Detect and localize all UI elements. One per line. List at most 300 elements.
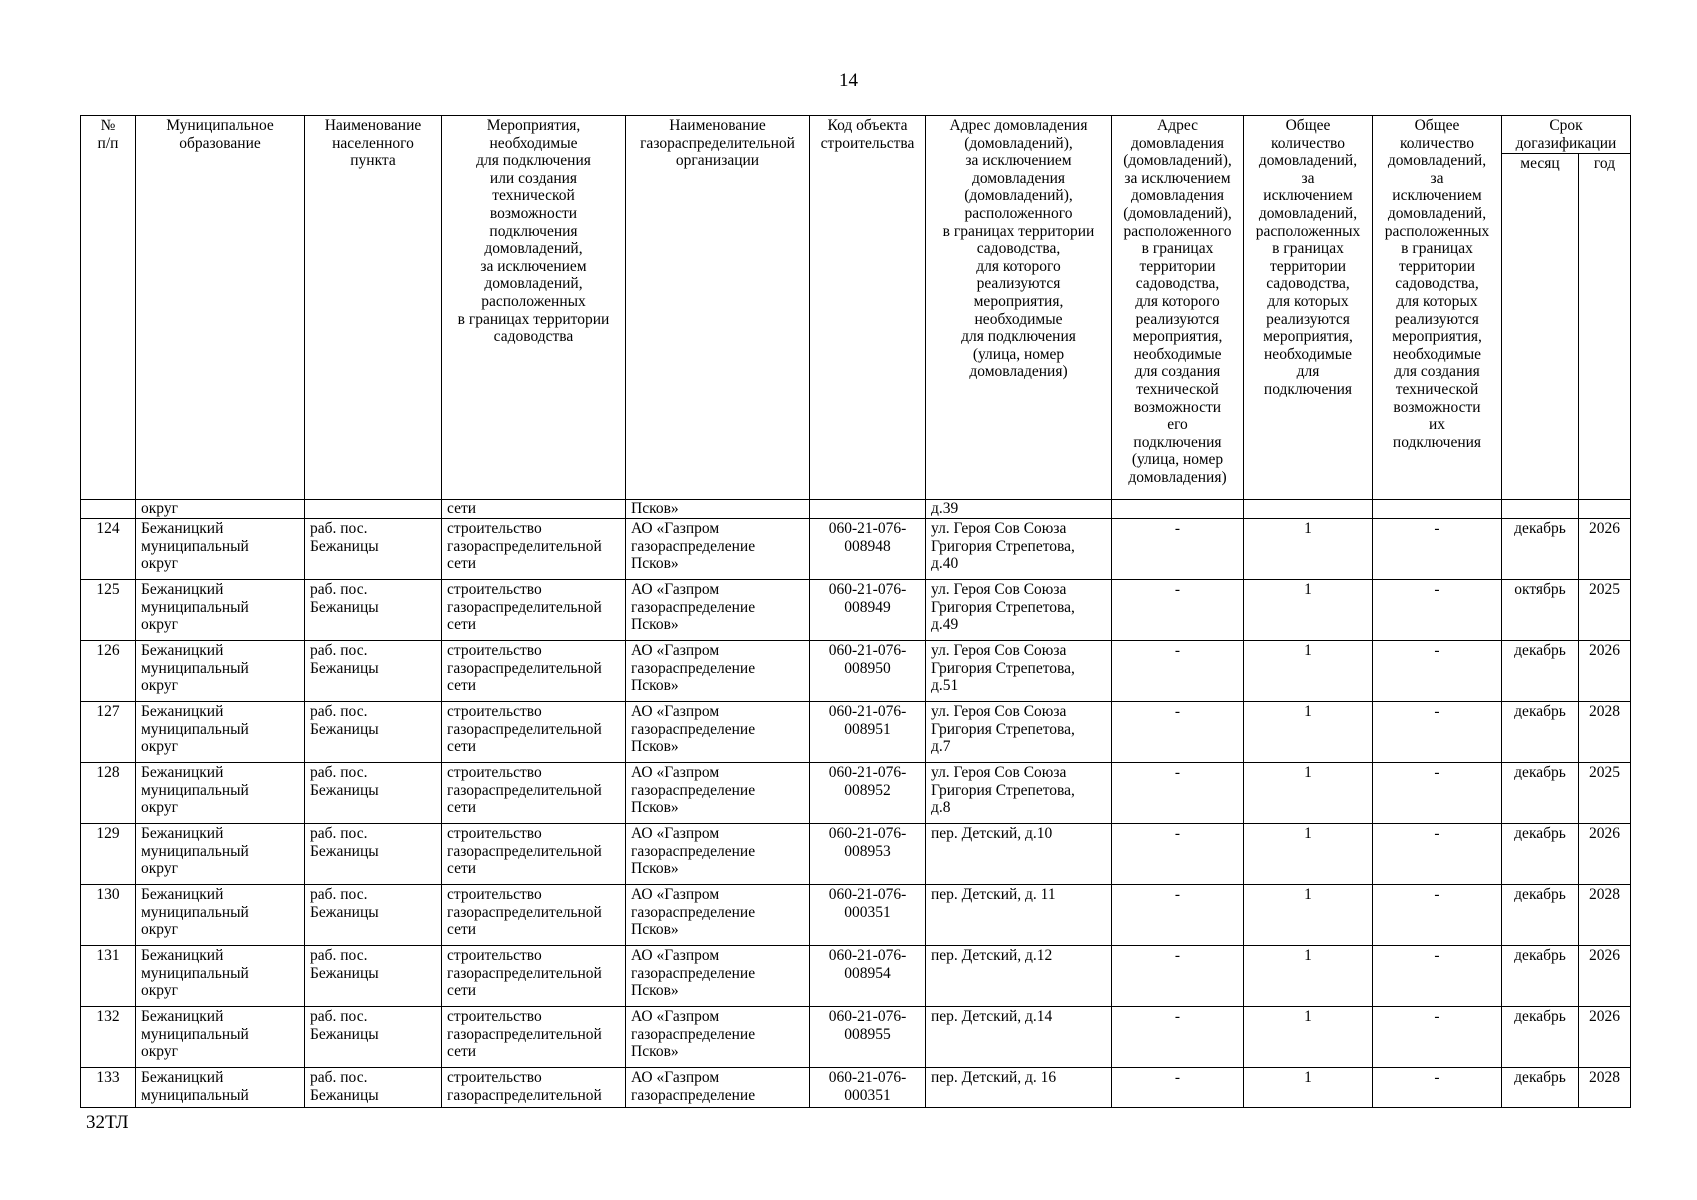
text-line: Бежаницы bbox=[310, 1025, 379, 1043]
header-object-code bbox=[810, 116, 926, 500]
row-object-code bbox=[810, 946, 926, 1007]
text-line: АО «Газпром bbox=[631, 886, 720, 903]
text-line: Бежаницы bbox=[310, 781, 379, 799]
row-total-connect: 1 bbox=[1244, 580, 1373, 641]
text-line: раб. пос. bbox=[310, 520, 368, 537]
text-line: Мероприятия, bbox=[486, 117, 581, 134]
gasification-table bbox=[80, 115, 1631, 1108]
text-line: Бежаницкий bbox=[141, 520, 224, 537]
text-line: Бежаницкий bbox=[141, 947, 224, 964]
text-line: газораспределительной bbox=[447, 1025, 602, 1043]
row-total-tech: - bbox=[1373, 580, 1502, 641]
text-line: пер. Детский, д. 11 bbox=[931, 886, 1056, 903]
text-line: расположенного bbox=[1123, 222, 1232, 240]
text-line: необходимые bbox=[1264, 345, 1352, 363]
row-year: 2026 bbox=[1579, 824, 1631, 885]
text-line: исключением bbox=[1392, 187, 1482, 205]
text-line: Псков» bbox=[631, 1043, 679, 1061]
cont-total-tech bbox=[1373, 500, 1502, 519]
text-line: садоводства bbox=[493, 328, 574, 346]
text-line: Псков» bbox=[631, 616, 679, 634]
text-line: за исключением bbox=[965, 152, 1072, 170]
text-line: АО «Газпром bbox=[631, 825, 720, 842]
text-line: 060-21-076- bbox=[828, 642, 907, 659]
row-municipality bbox=[136, 1068, 305, 1108]
row-address bbox=[926, 519, 1112, 580]
text-line: или создания bbox=[489, 169, 578, 187]
text-line: Псков» bbox=[631, 738, 679, 756]
text-line: раб. пос. bbox=[310, 825, 368, 842]
text-line: Адрес домовладения bbox=[949, 117, 1088, 134]
row-measures bbox=[442, 946, 626, 1007]
text-line: 008953 bbox=[844, 842, 891, 860]
row-gas-org bbox=[626, 946, 810, 1007]
text-line: муниципальный bbox=[141, 598, 249, 616]
text-line: реализуются bbox=[1395, 310, 1479, 328]
header-measures bbox=[442, 116, 626, 500]
cont-address-garden bbox=[1112, 500, 1244, 519]
text-line: газораспределение bbox=[631, 903, 756, 921]
text-line: газораспределительной bbox=[447, 537, 602, 555]
row-month: декабрь bbox=[1502, 824, 1579, 885]
header-year: год bbox=[1579, 154, 1631, 500]
text-line: газораспределительной bbox=[447, 720, 602, 738]
cont-address: д.39 bbox=[926, 500, 1112, 519]
text-line: газораспределительной bbox=[640, 134, 795, 152]
cont-measures: сети bbox=[442, 500, 626, 519]
table-row bbox=[81, 580, 1631, 641]
text-line: количество bbox=[1400, 134, 1474, 152]
row-measures bbox=[442, 702, 626, 763]
text-line: раб. пос. bbox=[310, 703, 368, 720]
text-line: организации bbox=[675, 152, 760, 170]
text-line: территории bbox=[1269, 257, 1347, 275]
text-line: АО «Газпром bbox=[631, 703, 720, 720]
text-line: Григория Стрепетова, bbox=[931, 659, 1075, 677]
text-line: строительство bbox=[447, 642, 542, 659]
text-line: Срок bbox=[1549, 117, 1583, 134]
text-line: АО «Газпром bbox=[631, 1069, 720, 1086]
text-line: строительство bbox=[447, 703, 542, 720]
text-line: технической bbox=[1136, 380, 1219, 398]
text-line: АО «Газпром bbox=[631, 642, 720, 659]
row-settlement bbox=[305, 1007, 442, 1068]
row-total-connect: 1 bbox=[1244, 885, 1373, 946]
text-line: газораспределение bbox=[631, 720, 756, 738]
header-deadline bbox=[1502, 116, 1631, 154]
text-line: в границах bbox=[1401, 240, 1473, 258]
text-line: д.40 bbox=[931, 555, 959, 573]
row-gas-org bbox=[626, 885, 810, 946]
text-line: для подключения bbox=[476, 152, 591, 170]
text-line: домовладения) bbox=[1128, 468, 1227, 486]
text-line: пер. Детский, д.12 bbox=[931, 947, 1053, 964]
text-line: (домовладений), bbox=[1123, 204, 1232, 222]
row-settlement bbox=[305, 519, 442, 580]
text-line: их bbox=[1428, 416, 1446, 434]
row-municipality bbox=[136, 763, 305, 824]
row-total-connect: 1 bbox=[1244, 1007, 1373, 1068]
text-line: 060-21-076- bbox=[828, 520, 907, 537]
text-line: Общее bbox=[1285, 117, 1331, 134]
text-line: ул. Героя Сов Союза bbox=[931, 581, 1067, 598]
row-address bbox=[926, 1068, 1112, 1108]
row-measures bbox=[442, 885, 626, 946]
text-line: раб. пос. bbox=[310, 886, 368, 903]
header-address-garden bbox=[1112, 116, 1244, 500]
row-gas-org bbox=[626, 763, 810, 824]
text-line: (домовладений), bbox=[964, 187, 1073, 205]
row-settlement bbox=[305, 702, 442, 763]
continuation-row bbox=[81, 500, 1631, 519]
text-line: муниципальный bbox=[141, 842, 249, 860]
row-address-garden: - bbox=[1112, 580, 1244, 641]
row-total-tech: - bbox=[1373, 1007, 1502, 1068]
text-line: Бежаницкий bbox=[141, 703, 224, 720]
text-line: мероприятия, bbox=[1132, 328, 1223, 346]
row-gas-org bbox=[626, 824, 810, 885]
text-line: сети bbox=[447, 677, 477, 695]
footer-code: 32ТЛ bbox=[86, 1112, 129, 1133]
text-line: АО «Газпром bbox=[631, 947, 720, 964]
text-line: Бежаницкий bbox=[141, 1008, 224, 1025]
row-total-tech: - bbox=[1373, 763, 1502, 824]
row-total-connect: 1 bbox=[1244, 702, 1373, 763]
text-line: домовладения bbox=[1130, 134, 1225, 152]
row-address bbox=[926, 885, 1112, 946]
text-line: подключения bbox=[1392, 433, 1482, 451]
text-line: для создания bbox=[1394, 363, 1480, 381]
text-line: пункта bbox=[350, 152, 396, 170]
row-address bbox=[926, 1007, 1112, 1068]
row-object-code bbox=[810, 824, 926, 885]
text-line: 060-21-076- bbox=[828, 764, 907, 781]
row-num: 130 bbox=[81, 885, 136, 946]
row-num: 125 bbox=[81, 580, 136, 641]
text-line: газораспределительной bbox=[447, 842, 602, 860]
text-line: домовладений, bbox=[1258, 152, 1358, 170]
text-line: в границах территории bbox=[457, 310, 610, 328]
text-line: расположенного bbox=[964, 204, 1073, 222]
text-line: ул. Героя Сов Союза bbox=[931, 520, 1067, 537]
text-line: для создания bbox=[1134, 363, 1221, 381]
row-num: 126 bbox=[81, 641, 136, 702]
row-total-tech: - bbox=[1373, 1068, 1502, 1108]
row-measures bbox=[442, 580, 626, 641]
text-line: округ bbox=[141, 921, 178, 939]
text-line: строительство bbox=[447, 1008, 542, 1025]
row-address-garden: - bbox=[1112, 824, 1244, 885]
text-line: расположенных bbox=[1384, 222, 1490, 240]
text-line: 008955 bbox=[844, 1025, 891, 1043]
text-line: садоводства, bbox=[1135, 275, 1220, 293]
row-measures bbox=[442, 824, 626, 885]
text-line: ул. Героя Сов Союза bbox=[931, 764, 1067, 781]
row-object-code bbox=[810, 580, 926, 641]
table-row bbox=[81, 702, 1631, 763]
text-line: строительство bbox=[447, 581, 542, 598]
text-line: округ bbox=[141, 616, 178, 634]
text-line: 060-21-076- bbox=[828, 947, 907, 964]
row-num: 127 bbox=[81, 702, 136, 763]
text-line: д.7 bbox=[931, 738, 951, 756]
text-line: раб. пос. bbox=[310, 1069, 368, 1086]
text-line: газораспределение bbox=[631, 964, 756, 982]
row-num: 133 bbox=[81, 1068, 136, 1108]
text-line: садоводства, bbox=[976, 240, 1061, 258]
row-measures bbox=[442, 519, 626, 580]
header-month: месяц bbox=[1502, 154, 1579, 500]
text-line: Бежаницы bbox=[310, 720, 379, 738]
text-line: количество bbox=[1271, 134, 1345, 152]
text-line: домовладений, bbox=[1387, 204, 1487, 222]
row-address bbox=[926, 702, 1112, 763]
text-line: 008954 bbox=[844, 964, 891, 982]
row-address-garden: - bbox=[1112, 641, 1244, 702]
text-line: раб. пос. bbox=[310, 764, 368, 781]
text-line: образование bbox=[179, 134, 261, 152]
text-line: Бежаницы bbox=[310, 842, 379, 860]
text-line: газораспределительной bbox=[447, 964, 602, 982]
row-year: 2026 bbox=[1579, 946, 1631, 1007]
text-line: необходимые bbox=[1393, 345, 1481, 363]
text-line: ул. Героя Сов Союза bbox=[931, 642, 1067, 659]
text-line: необходимые bbox=[1133, 345, 1222, 363]
text-line: садоводства, bbox=[1266, 275, 1350, 293]
text-line: газораспределительной bbox=[447, 598, 602, 616]
cont-year bbox=[1579, 500, 1631, 519]
row-settlement bbox=[305, 885, 442, 946]
table-row bbox=[81, 824, 1631, 885]
text-line: Бежаницкий bbox=[141, 886, 224, 903]
row-year: 2028 bbox=[1579, 702, 1631, 763]
text-line: 008951 bbox=[844, 720, 891, 738]
row-municipality bbox=[136, 641, 305, 702]
text-line: Бежаницкий bbox=[141, 1069, 224, 1086]
row-address bbox=[926, 580, 1112, 641]
text-line: Псков» bbox=[631, 860, 679, 878]
row-num: 129 bbox=[81, 824, 136, 885]
row-total-connect: 1 bbox=[1244, 1068, 1373, 1108]
text-line: № bbox=[100, 117, 116, 134]
text-line: за bbox=[1301, 169, 1315, 187]
row-month: декабрь bbox=[1502, 1068, 1579, 1108]
row-object-code bbox=[810, 1007, 926, 1068]
text-line: раб. пос. bbox=[310, 642, 368, 659]
text-line: Бежаницкий bbox=[141, 764, 224, 781]
text-line: (домовладений), bbox=[1123, 152, 1232, 170]
text-line: строительство bbox=[447, 764, 542, 781]
row-num: 131 bbox=[81, 946, 136, 1007]
text-line: д.51 bbox=[931, 677, 959, 695]
row-month: октябрь bbox=[1502, 580, 1579, 641]
row-gas-org bbox=[626, 1007, 810, 1068]
row-settlement bbox=[305, 946, 442, 1007]
text-line: муниципальный bbox=[141, 903, 249, 921]
text-line: домовладения) bbox=[969, 363, 1068, 381]
text-line: газораспределительной bbox=[447, 1086, 602, 1104]
text-line: пер. Детский, д.10 bbox=[931, 825, 1053, 842]
text-line: Адрес bbox=[1157, 117, 1198, 134]
text-line: Код объекта bbox=[827, 117, 908, 134]
text-line: за исключением bbox=[480, 257, 587, 275]
row-total-tech: - bbox=[1373, 824, 1502, 885]
table-row bbox=[81, 519, 1631, 580]
text-line: расположенных bbox=[481, 292, 586, 310]
text-line: догазификации bbox=[1515, 134, 1617, 152]
text-line: муниципальный bbox=[141, 659, 249, 677]
text-line: реализуются bbox=[976, 275, 1061, 293]
text-line: округ bbox=[141, 982, 178, 1000]
text-line: за bbox=[1430, 169, 1444, 187]
row-month: декабрь bbox=[1502, 702, 1579, 763]
text-line: Наименование bbox=[324, 117, 422, 134]
text-line: населенного bbox=[332, 134, 414, 152]
text-line: для которых bbox=[1267, 292, 1349, 310]
row-month: декабрь bbox=[1502, 763, 1579, 824]
row-address-garden: - bbox=[1112, 946, 1244, 1007]
text-line: реализуются bbox=[1266, 310, 1350, 328]
text-line: Псков» bbox=[631, 677, 679, 695]
text-line: садоводства, bbox=[1395, 275, 1479, 293]
text-line: в границах bbox=[1141, 240, 1214, 258]
text-line: домовладения bbox=[1130, 187, 1225, 205]
cont-municipality: округ bbox=[136, 500, 305, 519]
header-total-tech bbox=[1373, 116, 1502, 500]
row-num: 124 bbox=[81, 519, 136, 580]
text-line: в границах территории bbox=[942, 222, 1095, 240]
row-num: 132 bbox=[81, 1007, 136, 1068]
text-line: строительство bbox=[447, 1069, 542, 1086]
text-line: подключения bbox=[1263, 380, 1353, 398]
row-total-tech: - bbox=[1373, 885, 1502, 946]
text-line: газораспределение bbox=[631, 537, 756, 555]
text-line: п/п bbox=[97, 134, 119, 152]
text-line: округ bbox=[141, 799, 178, 817]
row-year: 2025 bbox=[1579, 580, 1631, 641]
row-total-tech: - bbox=[1373, 519, 1502, 580]
row-month: декабрь bbox=[1502, 1007, 1579, 1068]
text-line: 008949 bbox=[844, 598, 891, 616]
text-line: Бежаницкий bbox=[141, 825, 224, 842]
text-line: сети bbox=[447, 1043, 477, 1061]
text-line: для bbox=[1296, 363, 1320, 381]
table-row bbox=[81, 1007, 1631, 1068]
text-line: муниципальный bbox=[141, 1086, 249, 1104]
text-line: сети bbox=[447, 921, 477, 939]
text-line: АО «Газпром bbox=[631, 581, 720, 598]
text-line: Бежаницы bbox=[310, 659, 379, 677]
row-settlement bbox=[305, 763, 442, 824]
text-line: Бежаницы bbox=[310, 1086, 379, 1104]
row-address bbox=[926, 763, 1112, 824]
row-total-tech: - bbox=[1373, 702, 1502, 763]
text-line: ул. Героя Сов Союза bbox=[931, 703, 1067, 720]
text-line: д.8 bbox=[931, 799, 951, 817]
row-year: 2026 bbox=[1579, 1007, 1631, 1068]
row-gas-org bbox=[626, 519, 810, 580]
row-year: 2028 bbox=[1579, 1068, 1631, 1108]
row-address-garden: - bbox=[1112, 519, 1244, 580]
cont-settlement bbox=[305, 500, 442, 519]
text-line: 060-21-076- bbox=[828, 825, 907, 842]
text-line: для которого bbox=[976, 257, 1061, 275]
text-line: (домовладений), bbox=[964, 134, 1073, 152]
text-line: строительство bbox=[447, 947, 542, 964]
text-line: газораспределительной bbox=[447, 781, 602, 799]
row-settlement bbox=[305, 580, 442, 641]
row-total-connect: 1 bbox=[1244, 641, 1373, 702]
row-measures bbox=[442, 1007, 626, 1068]
row-gas-org bbox=[626, 641, 810, 702]
text-line: Муниципальное bbox=[166, 117, 274, 134]
text-line: пер. Детский, д. 16 bbox=[931, 1069, 1057, 1086]
row-address-garden: - bbox=[1112, 763, 1244, 824]
text-line: раб. пос. bbox=[310, 947, 368, 964]
row-month: декабрь bbox=[1502, 885, 1579, 946]
text-line: газораспределение bbox=[631, 1086, 756, 1104]
row-year: 2026 bbox=[1579, 641, 1631, 702]
row-municipality bbox=[136, 580, 305, 641]
text-line: строительства bbox=[820, 134, 915, 152]
text-line: Псков» bbox=[631, 799, 679, 817]
text-line: Григория Стрепетова, bbox=[931, 720, 1075, 738]
row-address-garden: - bbox=[1112, 702, 1244, 763]
text-line: 060-21-076- bbox=[828, 703, 907, 720]
text-line: газораспределение bbox=[631, 842, 756, 860]
row-month: декабрь bbox=[1502, 519, 1579, 580]
text-line: пер. Детский, д.14 bbox=[931, 1008, 1053, 1025]
text-line: газораспределение bbox=[631, 781, 756, 799]
text-line: необходимые bbox=[974, 310, 1063, 328]
row-municipality bbox=[136, 702, 305, 763]
text-line: расположенных bbox=[1255, 222, 1361, 240]
text-line: строительство bbox=[447, 886, 542, 903]
text-line: 060-21-076- bbox=[828, 886, 907, 903]
text-line: газораспределение bbox=[631, 659, 756, 677]
text-line: 008950 bbox=[844, 659, 891, 677]
text-line: раб. пос. bbox=[310, 581, 368, 598]
text-line: мероприятия, bbox=[1392, 328, 1482, 346]
text-line: Бежаницы bbox=[310, 964, 379, 982]
text-line: округ bbox=[141, 860, 178, 878]
text-line: сети bbox=[447, 738, 477, 756]
cont-month bbox=[1502, 500, 1579, 519]
text-line: АО «Газпром bbox=[631, 764, 720, 781]
text-line: возможности bbox=[1393, 398, 1481, 416]
text-line: сети bbox=[447, 616, 477, 634]
text-line: Общее bbox=[1414, 117, 1460, 134]
text-line: необходимые bbox=[489, 134, 578, 152]
text-line: Бежаницкий bbox=[141, 581, 224, 598]
text-line: его bbox=[1167, 416, 1188, 434]
text-line: (улица, номер bbox=[972, 345, 1065, 363]
text-line: домовладений, bbox=[484, 275, 583, 293]
row-gas-org bbox=[626, 702, 810, 763]
text-line: Псков» bbox=[631, 921, 679, 939]
row-address-garden: - bbox=[1112, 1068, 1244, 1108]
row-municipality bbox=[136, 1007, 305, 1068]
row-municipality bbox=[136, 946, 305, 1007]
text-line: Бежаницы bbox=[310, 598, 379, 616]
header-municipality bbox=[136, 116, 305, 500]
text-line: округ bbox=[141, 677, 178, 695]
row-gas-org bbox=[626, 580, 810, 641]
text-line: технической bbox=[1395, 380, 1479, 398]
text-line: подключения bbox=[489, 222, 578, 240]
row-object-code bbox=[810, 885, 926, 946]
text-line: муниципальный bbox=[141, 1025, 249, 1043]
